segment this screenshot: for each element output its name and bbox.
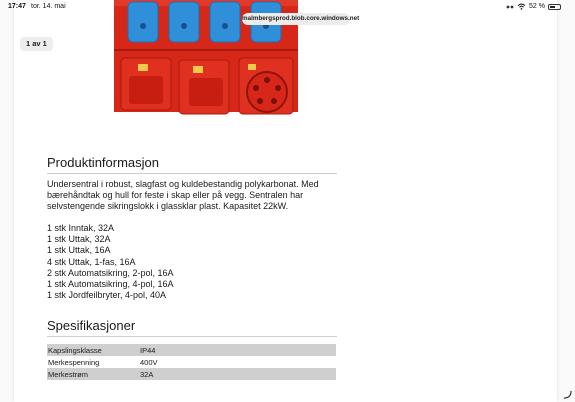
- status-right: [506, 3, 561, 10]
- list-item: 1 stk Automatsikring, 4-pol, 16A: [47, 279, 174, 290]
- spec-key: Kapslingsklasse: [47, 344, 139, 356]
- spec-section: [47, 318, 337, 342]
- page-indicator[interactable]: 1 av 1: [20, 37, 53, 51]
- status-date: tor. 14. mai: [31, 3, 66, 10]
- heading-divider: [47, 336, 337, 337]
- list-item: 1 stk Uttak, 32A: [47, 234, 111, 245]
- table-row: [47, 356, 336, 368]
- spec-table: [47, 344, 336, 380]
- list-item: 4 stk Uttak, 1-fas, 16A: [47, 256, 136, 267]
- spec-value: IP44: [139, 344, 336, 356]
- heading-divider: [47, 173, 337, 174]
- table-row: [47, 368, 336, 380]
- list-item: 1 stk Uttak, 16A: [47, 245, 111, 256]
- spec-value: 32A: [139, 368, 336, 380]
- spec-heading: Spesifikasjoner: [47, 318, 136, 333]
- battery-level: [550, 6, 555, 8]
- list-item: 1 stk Inntak, 32A: [47, 223, 115, 233]
- list-item: 2 stk Automatsikring, 2-pol, 16A: [47, 267, 174, 278]
- list-item: 1 stk Jordfeilbryter, 4-pol, 40A: [47, 290, 167, 301]
- signal-icon: [506, 4, 514, 10]
- spec-key: Merkespenning: [48, 357, 100, 367]
- battery-icon: [548, 4, 561, 10]
- table-row: [47, 344, 336, 356]
- spec-key: Merkestrøm: [47, 368, 139, 380]
- product-info-heading: Produktinformasjon: [47, 155, 159, 170]
- item-list: [47, 223, 347, 301]
- product-description: Undersentral i robust, slagfast og kuldebestandig polykarbonat. Med bærehåndtak og hull for feste i skap eller på vegg. Sentralen har selvstengende sikringslokk i glassklar plast. Kapasitet 22kW.: [47, 179, 319, 211]
- status-bar: [0, 0, 575, 14]
- product-info-section: [47, 155, 347, 301]
- wifi-icon: [517, 3, 526, 10]
- spec-value: 400V: [140, 357, 158, 367]
- status-time: 17:47: [8, 3, 26, 10]
- url-bar[interactable]: malmbergsprod.blob.core.windows.net: [242, 13, 350, 25]
- battery-percent: 52 %: [529, 3, 545, 10]
- resize-corner-icon: [563, 390, 572, 399]
